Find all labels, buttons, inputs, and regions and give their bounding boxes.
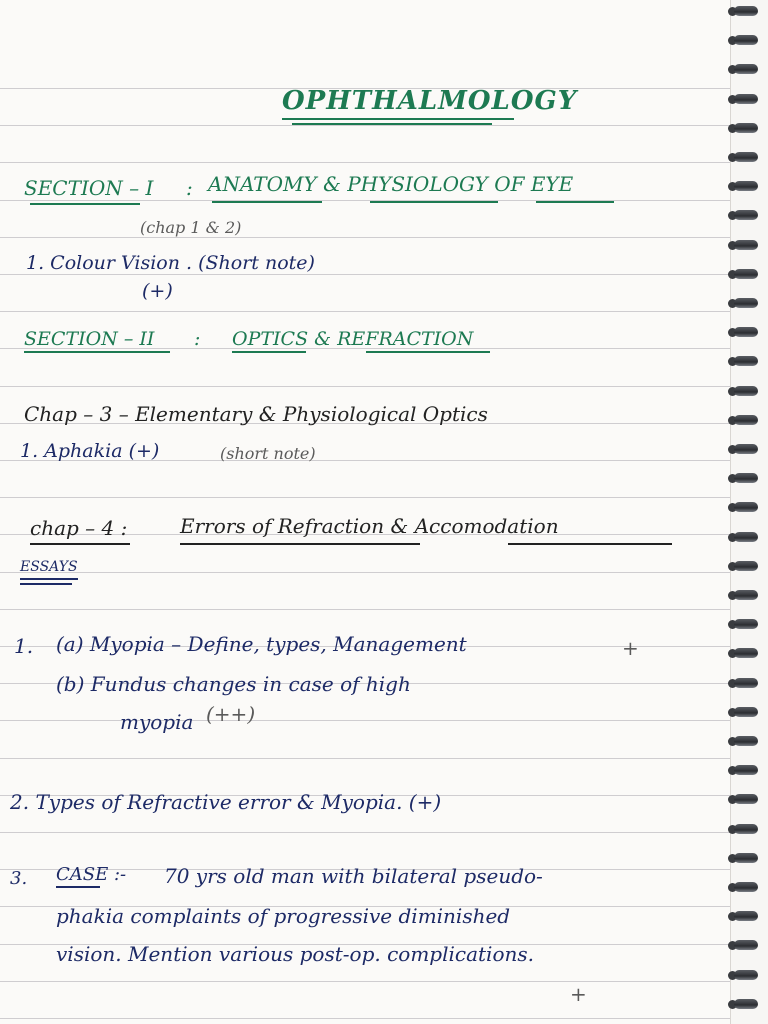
spiral-coil: [734, 123, 758, 133]
question-1b-line-2: myopia: [120, 710, 194, 734]
spiral-coil: [734, 853, 758, 863]
section-1-topic: ANATOMY & PHYSIOLOGY OF EYE: [208, 172, 574, 196]
chap-3-item-1: 1. Aphakia (+): [20, 440, 160, 462]
ruled-line: [0, 758, 730, 759]
section-2-label: SECTION – II: [24, 328, 155, 350]
ruled-line: [0, 237, 730, 238]
chap-4-title-underline: [180, 543, 420, 545]
spiral-coil: [734, 532, 758, 542]
spiral-coil: [734, 181, 758, 191]
question-1a: (a) Myopia – Define, types, Management: [56, 632, 467, 656]
ruled-line: [0, 609, 730, 610]
spiral-coil: [734, 444, 758, 454]
spiral-coil: [734, 502, 758, 512]
question-3-number: 3.: [10, 868, 28, 889]
spiral-coil: [734, 269, 758, 279]
spiral-coil: [734, 999, 758, 1009]
ruled-line: [0, 311, 730, 312]
spiral-coil: [734, 940, 758, 950]
question-2: 2. Types of Refractive error & Myopia. (+): [10, 790, 442, 814]
title-underline: [282, 118, 514, 120]
section-2-topic: OPTICS & REFRACTION: [232, 328, 474, 350]
ruled-line: [0, 162, 730, 163]
section-2-topic-underline-2: [366, 351, 490, 353]
ruled-line: [0, 386, 730, 387]
question-3-line-3: vision. Mention various post-op. complications.: [56, 942, 534, 966]
question-3-label-underline: [56, 886, 100, 888]
spiral-coil: [734, 356, 758, 366]
spiral-coil: [734, 6, 758, 16]
essays-underline: [20, 578, 78, 580]
spiral-coil: [734, 64, 758, 74]
spiral-coil: [734, 210, 758, 220]
question-3-line-1: 70 yrs old man with bilateral pseudo-: [164, 864, 543, 888]
spiral-coil: [734, 561, 758, 571]
spiral-coil: [734, 678, 758, 688]
section-2-underline: [24, 351, 170, 353]
chap-3-heading: Chap – 3 – Elementary & Physiological Optics: [24, 402, 488, 426]
spiral-coil: [734, 911, 758, 921]
question-3-label: CASE :-: [56, 864, 127, 885]
spiral-coil: [734, 94, 758, 104]
ruled-line: [0, 200, 730, 201]
section-2-topic-underline: [232, 351, 306, 353]
question-3-line-2: phakia complaints of progressive diminished: [56, 904, 511, 928]
ruled-line: [0, 720, 730, 721]
section-1-colon: :: [186, 176, 193, 200]
ruled-line: [0, 125, 730, 126]
ruled-line: [0, 1018, 730, 1019]
section-1-topic-underline-2: [370, 201, 498, 203]
spiral-coil: [734, 794, 758, 804]
chap-4-title: Errors of Refraction & Accomodation: [180, 514, 559, 538]
spiral-coil: [734, 824, 758, 834]
ruled-line: [0, 497, 730, 498]
spiral-binding: [728, 0, 768, 1024]
spiral-coil: [734, 298, 758, 308]
section-1-label: SECTION – I: [24, 176, 154, 200]
essays-label: ESSAYS: [20, 559, 78, 575]
spiral-coil: [734, 736, 758, 746]
spiral-coil: [734, 590, 758, 600]
chap-4-title-underline-2: [508, 543, 672, 545]
spiral-coil: [734, 240, 758, 250]
question-1b-mark: (++): [206, 702, 256, 726]
spiral-coil: [734, 473, 758, 483]
title-underline-2: [292, 123, 492, 125]
section-1-item-1: 1. Colour Vision . (Short note): [26, 252, 315, 274]
spiral-coil: [734, 35, 758, 45]
ruled-line: [0, 981, 730, 982]
spiral-coil: [734, 970, 758, 980]
spiral-coil: [734, 415, 758, 425]
spiral-coil: [734, 765, 758, 775]
ruled-line: [0, 832, 730, 833]
essays-underline-2: [20, 583, 72, 585]
spiral-coil: [734, 152, 758, 162]
spiral-coil: [734, 327, 758, 337]
section-1-topic-underline-3: [536, 201, 614, 203]
chap-4-heading-underline: [30, 543, 130, 545]
question-1-number: 1.: [14, 634, 34, 658]
section-1-topic-underline: [212, 201, 322, 203]
section-1-chapters: (chap 1 & 2): [140, 218, 242, 237]
spiral-coil: [734, 882, 758, 892]
question-1b-line-1: (b) Fundus changes in case of high: [56, 672, 411, 696]
spiral-coil: [734, 707, 758, 717]
question-1a-mark: +: [622, 636, 639, 660]
section-1-underline: [30, 203, 140, 205]
spiral-coil: [734, 619, 758, 629]
ruled-line: [0, 274, 730, 275]
section-2-colon: :: [194, 328, 201, 350]
question-3-mark: +: [570, 982, 587, 1006]
chap-3-item-1-note: (short note): [220, 444, 316, 463]
spiral-coil: [734, 386, 758, 396]
ruled-line: [0, 572, 730, 573]
spiral-coil: [734, 648, 758, 658]
chap-4-heading: chap – 4 :: [30, 516, 128, 540]
section-1-item-1-mark: (+): [142, 280, 173, 302]
page-title: OPHTHALMOLOGY: [282, 86, 578, 116]
